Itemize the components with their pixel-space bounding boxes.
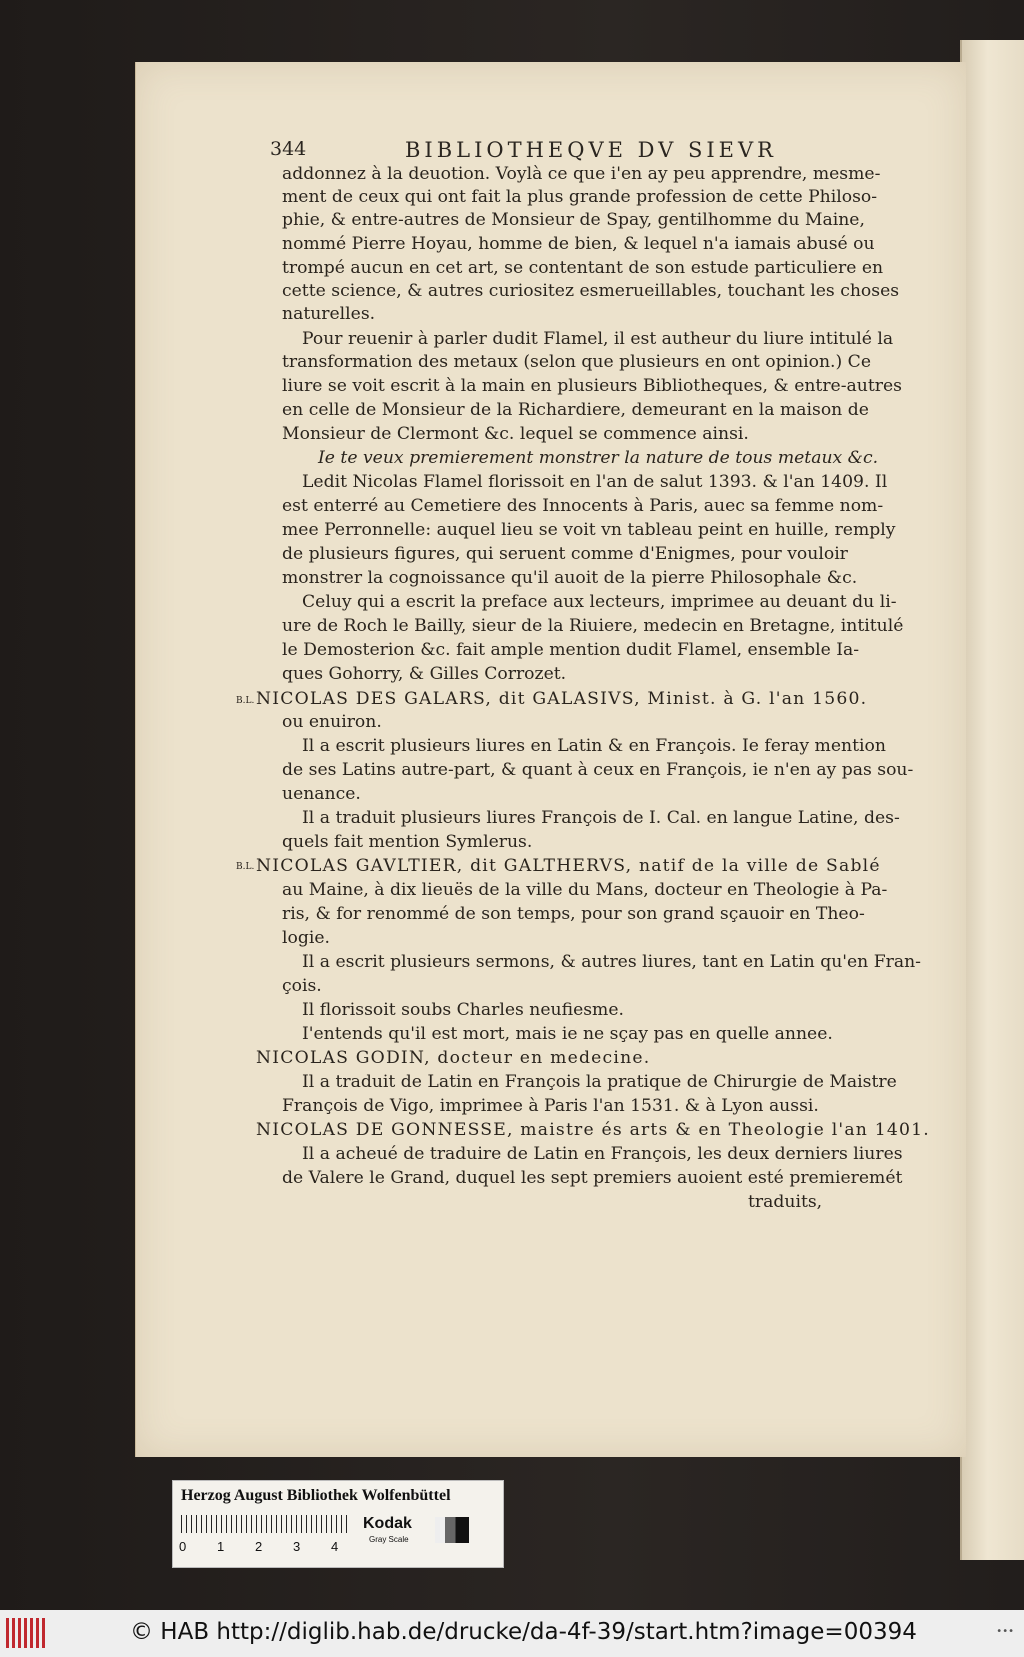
ruler-scale	[181, 1515, 351, 1533]
text-line: Ledit Nicolas Flamel florissoit en l'an de salut 1393. & l'an 1409. Il	[302, 472, 888, 492]
text-line: François de Vigo, imprimee à Paris l'an 1531. & à Lyon aussi.	[282, 1096, 819, 1116]
catchword: traduits,	[748, 1192, 823, 1212]
text-line: addonnez à la deuotion. Voylà ce que i'en ay peu apprendre, mesme-	[282, 164, 881, 184]
page-number: 344	[270, 138, 307, 160]
running-title: BIBLIOTHEQVE DV SIEVR	[405, 138, 777, 162]
entry-heading: NICOLAS GODIN, docteur en medecine.	[256, 1048, 651, 1068]
footer-dots: •••	[996, 1626, 1014, 1637]
gray-scale-label: Gray Scale	[369, 1535, 409, 1544]
text-line: naturelles.	[282, 304, 376, 324]
entry-heading: NICOLAS DE GONNESSE, maistre és arts & en Theologie l'an 1401.	[256, 1120, 930, 1140]
text-line: au Maine, à dix lieuës de la ville du Mans, docteur en Theologie à Pa-	[282, 880, 888, 900]
text-line: est enterré au Cemetiere des Innocents à Paris, auec sa femme nom-	[282, 496, 884, 516]
text-line: Monsieur de Clermont &c. lequel se commence ainsi.	[282, 424, 749, 444]
text-line: Il a acheué de traduire de Latin en François, les deux derniers liures	[302, 1144, 903, 1164]
margin-note: B.L.	[236, 696, 255, 706]
text-line: monstrer la cognoissance qu'il auoit de la pierre Philosophale &c.	[282, 568, 858, 588]
text-line-italic: Ie te veux premierement monstrer la nature de tous metaux &c.	[318, 448, 879, 468]
text-line: uenance.	[282, 784, 361, 804]
text-line: I'entends qu'il est mort, mais ie ne sçay pas en quelle annee.	[302, 1024, 833, 1044]
text-line: de ses Latins autre-part, & quant à ceux en François, ie n'en ay pas sou-	[282, 760, 914, 780]
text-line: trompé aucun en cet art, se contentant de son estude particuliere en	[282, 258, 884, 278]
ruler-number: 4	[331, 1539, 339, 1554]
text-line: Il florissoit soubs Charles neufiesme.	[302, 1000, 624, 1020]
text-line: ques Gohorry, & Gilles Corrozet.	[282, 664, 567, 684]
text-line: en celle de Monsieur de la Richardiere, demeurant en la maison de	[282, 400, 869, 420]
entry-heading: NICOLAS GAVLTIER, dit GALTHERVS, natif de la ville de Sablé	[256, 856, 881, 876]
text-line: cette science, & autres curiositez esmerueillables, touchant les choses	[282, 281, 900, 301]
footer-bar	[0, 1610, 1024, 1657]
ruler-number: 1	[217, 1539, 225, 1554]
ruler-number: 3	[293, 1539, 301, 1554]
text-line: Pour reuenir à parler dudit Flamel, il est autheur du liure intitulé la	[302, 329, 894, 349]
text-line: nommé Pierre Hoyau, homme de bien, & lequel n'a iamais abusé ou	[282, 234, 875, 254]
text-line: phie, & entre-autres de Monsieur de Spay, gentilhomme du Maine,	[282, 210, 865, 230]
text-line: ou enuiron.	[282, 712, 382, 732]
text-line: ment de ceux qui ont fait la plus grande profession de cette Philoso-	[282, 187, 878, 207]
ruler-number: 2	[255, 1539, 263, 1554]
library-name: Herzog August Bibliothek Wolfenbüttel	[181, 1487, 451, 1504]
text-line: Celuy qui a escrit la preface aux lecteurs, imprimee au deuant du li-	[302, 592, 897, 612]
hab-logo-icon	[6, 1618, 46, 1648]
entry-heading: NICOLAS DES GALARS, dit GALASIVS, Minist. à G. l'an 1560.	[256, 689, 868, 709]
kodak-logo: Kodak	[363, 1515, 412, 1532]
text-line: ris, & for renommé de son temps, pour son grand sçauoir en Theo-	[282, 904, 865, 924]
text-line: Il a traduit plusieurs liures François de I. Cal. en langue Latine, des-	[302, 808, 900, 828]
text-line: logie.	[282, 928, 330, 948]
text-line: le Demosterion &c. fait ample mention dudit Flamel, ensemble Ia-	[282, 640, 860, 660]
text-line: Il a traduit de Latin en François la pratique de Chirurgie de Maistre	[302, 1072, 897, 1092]
gray-scale-patch	[435, 1517, 469, 1543]
text-line: transformation des metaux (selon que plusieurs en ont opinion.) Ce	[282, 352, 872, 372]
text-line: liure se voit escrit à la main en plusieurs Bibliotheques, & entre-autres	[282, 376, 902, 396]
text-line: Il a escrit plusieurs sermons, & autres liures, tant en Latin qu'en Fran-	[302, 952, 921, 972]
color-calibration-card	[172, 1480, 504, 1568]
text-line: Il a escrit plusieurs liures en Latin & en François. Ie feray mention	[302, 736, 886, 756]
text-line: quels fait mention Symlerus.	[282, 832, 533, 852]
margin-note: B.L.	[236, 862, 255, 872]
footer-url[interactable]: © HAB http://diglib.hab.de/drucke/da-4f-39/start.htm?image=00394	[130, 1619, 917, 1645]
text-line: de plusieurs figures, qui seruent comme d'Enigmes, pour vouloir	[282, 544, 848, 564]
text-line: ure de Roch le Bailly, sieur de la Riuiere, medecin en Bretagne, intitulé	[282, 616, 904, 636]
ruler-number: 0	[179, 1539, 187, 1554]
text-line: mee Perronnelle: auquel lieu se voit vn tableau peint en huille, remply	[282, 520, 896, 540]
text-line: de Valere le Grand, duquel les sept premiers auoient esté premieremét	[282, 1168, 903, 1188]
text-line: çois.	[282, 976, 322, 996]
